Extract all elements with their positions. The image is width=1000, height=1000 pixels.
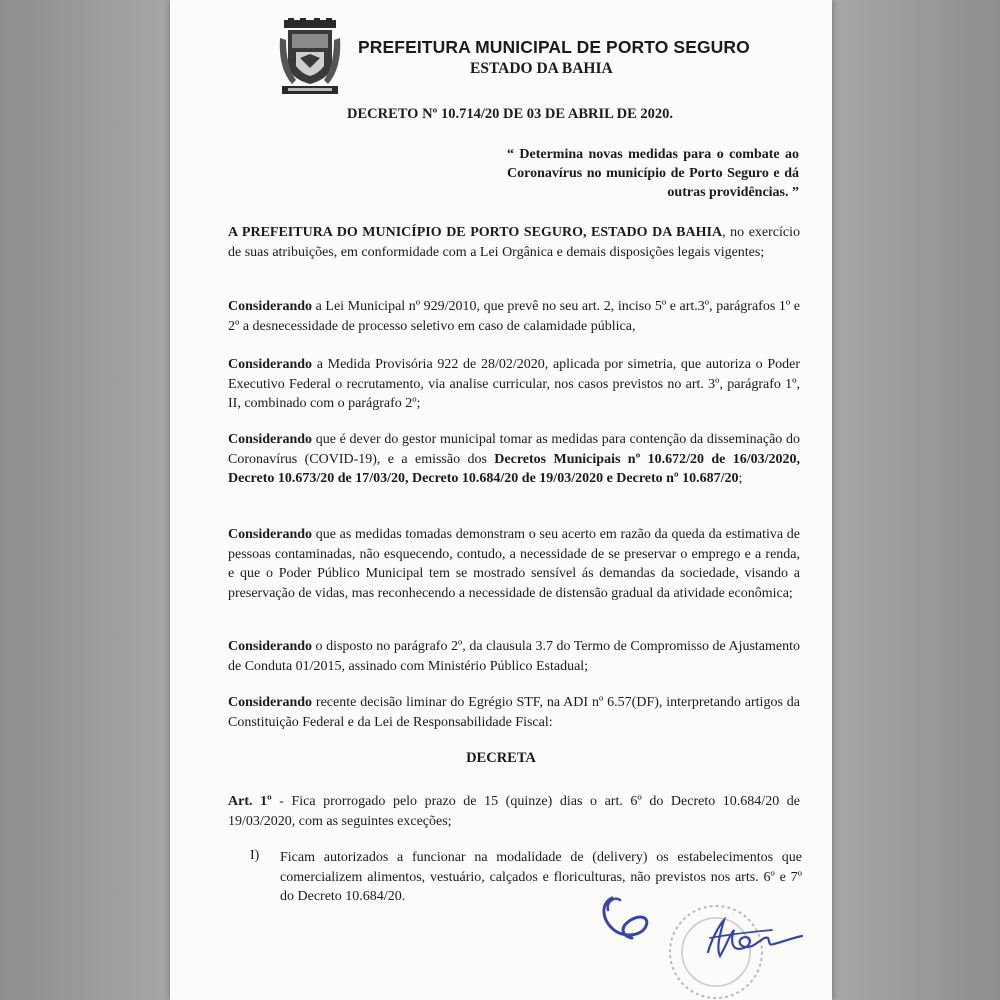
considerando-paragraph [228, 637, 800, 676]
header-state: ESTADO DA BAHIA [470, 60, 613, 77]
considerando-paragraph [228, 355, 800, 414]
decreta-heading: DECRETA [466, 750, 536, 766]
signature-icon [690, 908, 810, 968]
item-text: Ficam autorizados a funcionar na modalidade de (delivery) os estabelecimentos que comercializem alimentos, vestuário, calçados e floriculturas, não previstos nos arts. 6º e 7º do Decreto 10.684/20. [280, 850, 802, 904]
document-page [170, 0, 832, 1000]
considerando-text: a Lei Municipal nº 929/2010, que prevê no seu art. 2, inciso 5º e art.3º, parágrafos 1º e 2º a desnecessidade de processo seletivo em caso de calamidade pública, [228, 299, 800, 334]
signature-initials-icon [598, 890, 658, 946]
considerando-text: que as medidas tomadas demonstram o seu acerto em razão da queda da estimativa de pessoas contaminadas, não esquecendo, contudo, a necessidade de se preservar o emprego e a renda, e que o Poder Público Municipal tem se mostrado sensível ás demandas da sociedade, visando a preservação de vidas, mas reconhecendo a necessidade de distensão gradual da atividade econômica; [228, 527, 800, 601]
considerando-lead: Considerando [228, 357, 313, 372]
article-1-text: - Fica prorrogado pelo prazo de 15 (quinze) dias o art. 6º do Decreto 10.684/20 de 19/03/2020, com as seguintes exceções; [228, 794, 800, 829]
considerando-end: ; [738, 471, 743, 486]
considerando-text: recente decisão liminar do Egrégio STF, na ADI nº 6.57(DF), interpretando artigos da Constituição Federal e da Lei de Responsabilidade Fiscal: [228, 695, 800, 730]
considerando-text: que é dever do gestor municipal tomar as medidas para contenção da disseminação do Coronavírus (COVID-19), e a emissão dos [228, 432, 800, 467]
decree-title: DECRETO Nº 10.714/20 DE 03 DE ABRIL DE 2020. [347, 106, 673, 122]
considerando-paragraph [228, 430, 800, 489]
considerando-lead: Considerando [228, 432, 313, 447]
considerando-text: o disposto no parágrafo 2º, da clausula 3.7 do Termo de Compromisso de Ajustamento de Conduta 01/2015, assinado com Ministério Público Estadual; [228, 639, 800, 674]
considerando-text: a Medida Provisória 922 de 28/02/2020, aplicada por simetria, que autoriza o Poder Executivo Federal o recrutamento, via analise curricular, nos casos previstos no art. 3º, parágrafo 1º, II, combinado com o parágrafo 2º; [228, 357, 800, 411]
considerando-paragraph [228, 297, 800, 336]
background-left [0, 0, 170, 1000]
header-title: PREFEITURA MUNICIPAL DE PORTO SEGURO [358, 37, 750, 57]
article-1-lead: Art. 1º [228, 794, 272, 809]
considerando-lead: Considerando [228, 695, 313, 710]
preamble-paragraph [228, 223, 800, 262]
considerando-paragraph [228, 693, 800, 732]
considerando-decrees: Decretos Municipais nº 10.672/20 de 16/03/2020, Decreto 10.673/20 de 17/03/20, Decreto 10.684/20 de 19/03/2020 e Decreto nº 10.687/20 [228, 451, 800, 486]
considerando-lead: Considerando [228, 639, 313, 654]
decree-ementa: “ Determina novas medidas para o combate ao Coronavírus no município de Porto Seguro e dá outras providências. ” [507, 147, 799, 200]
considerando-paragraph [228, 525, 800, 603]
item-number: I) [250, 848, 260, 863]
article-1-paragraph [228, 792, 800, 831]
preamble-text: , no exercício de suas atribuições, em conformidade com a Lei Orgânica e demais disposições legais vigentes; [228, 225, 801, 260]
coat-of-arms-icon [278, 18, 342, 98]
considerando-lead: Considerando [228, 527, 313, 542]
background-right [832, 0, 1000, 1000]
preamble-lead: A PREFEITURA DO MUNICÍPIO DE PORTO SEGURO, ESTADO DA BAHIA [228, 225, 723, 240]
considerando-lead: Considerando [228, 299, 313, 314]
